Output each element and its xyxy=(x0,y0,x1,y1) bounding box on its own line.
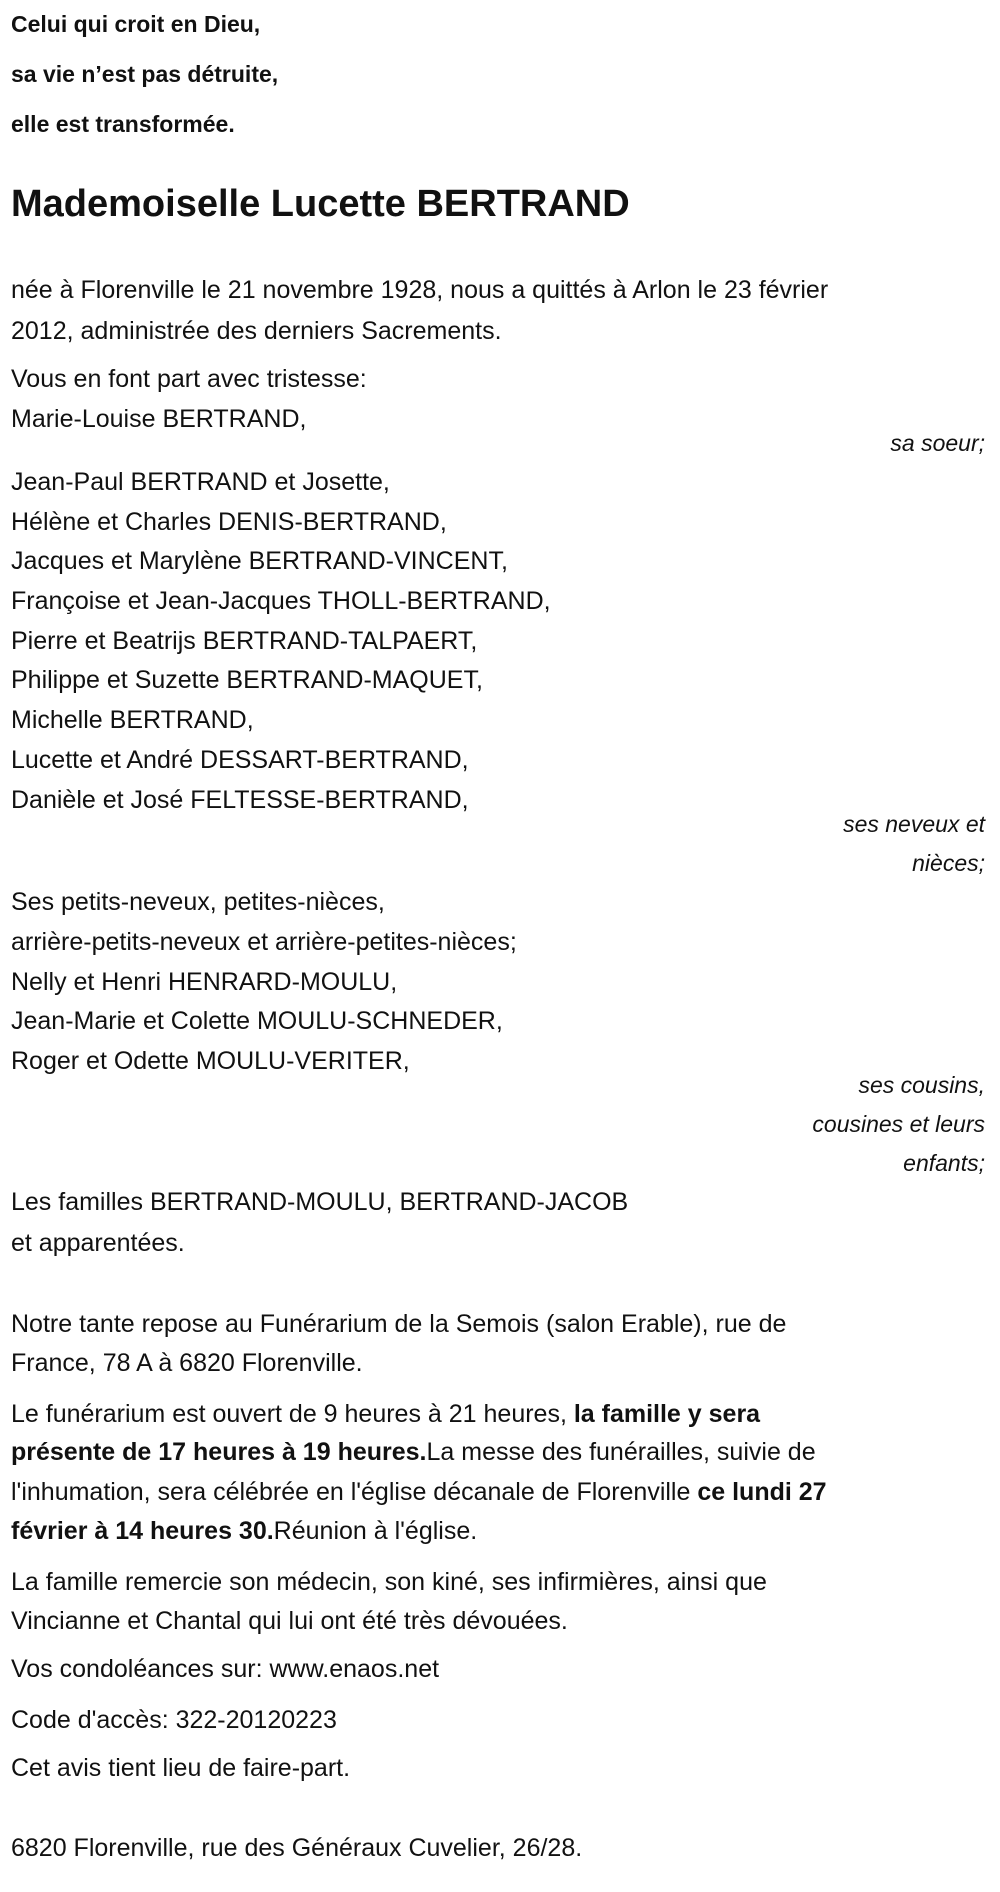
hours-bold: février à 14 heures 30. xyxy=(11,1517,274,1545)
address: 6820 Florenville, rue des Généraux Cuvelier, 26/28. xyxy=(11,1834,583,1862)
condolences: Vos condoléances sur: www.enaos.net xyxy=(11,1655,440,1683)
notice: Cet avis tient lieu de faire-part. xyxy=(11,1754,351,1782)
hours-bold: ce lundi 27 xyxy=(697,1478,827,1506)
list-item: Danièle et José FELTESSE-BERTRAND, xyxy=(11,786,469,814)
rest-line: France, 78 A à 6820 Florenville. xyxy=(11,1349,363,1377)
thanks-line: Vincianne et Chantal qui lui ont été très dévouées. xyxy=(11,1607,568,1635)
sister: Marie-Louise BERTRAND, xyxy=(11,405,307,433)
grand-line: arrière-petits-neveux et arrière-petites-nièces; xyxy=(11,928,517,956)
rest-line: Notre tante repose au Funérarium de la Semois (salon Erable), rue de xyxy=(11,1310,787,1338)
hours-text: Le funérarium est ouvert de 9 heures à 21 heures, xyxy=(11,1400,574,1428)
hours-text: l'inhumation, sera célébrée en l'église décanale de Florenville xyxy=(11,1478,698,1506)
quote-line: Celui qui croit en Dieu, xyxy=(11,11,261,37)
access-code: Code d'accès: 322-20120223 xyxy=(11,1706,337,1734)
list-item: Jean-Marie et Colette MOULU-SCHNEDER, xyxy=(11,1007,503,1035)
list-item: Roger et Odette MOULU-VERITER, xyxy=(11,1047,410,1075)
quote-line: sa vie n’est pas détruite, xyxy=(11,61,279,87)
list-item: Jean-Paul BERTRAND et Josette, xyxy=(11,468,390,496)
thanks-line: La famille remercie son médecin, son kiné, ses infirmières, ainsi que xyxy=(11,1568,767,1596)
cousins-role: ses cousins, xyxy=(858,1072,985,1098)
list-item: Hélène et Charles DENIS-BERTRAND, xyxy=(11,508,447,536)
list-item: Nelly et Henri HENRARD-MOULU, xyxy=(11,968,398,996)
list-item: Françoise et Jean-Jacques THOLL-BERTRAND, xyxy=(11,587,551,615)
hours-text: La messe des funérailles, suivie de xyxy=(426,1438,816,1466)
sister-role: sa soeur; xyxy=(890,430,985,456)
list-item: Lucette et André DESSART-BERTRAND, xyxy=(11,746,469,774)
families-line: et apparentées. xyxy=(11,1229,185,1257)
list-item: Michelle BERTRAND, xyxy=(11,706,254,734)
list-item: Philippe et Suzette BERTRAND-MAQUET, xyxy=(11,666,483,694)
nephews-role: nièces; xyxy=(912,850,985,876)
deceased-name: Mademoiselle Lucette BERTRAND xyxy=(11,183,630,225)
list-item: Jacques et Marylène BERTRAND-VINCENT, xyxy=(11,547,508,575)
list-item: Pierre et Beatrijs BERTRAND-TALPAERT, xyxy=(11,627,478,655)
grand-line: Ses petits-neveux, petites-nièces, xyxy=(11,888,385,916)
cousins-role: cousines et leurs xyxy=(812,1111,985,1137)
hours-bold: présente de 17 heures à 19 heures. xyxy=(11,1438,427,1466)
cousins-role: enfants; xyxy=(903,1150,985,1176)
intro: Vous en font part avec tristesse: xyxy=(11,365,367,393)
nephews-role: ses neveux et xyxy=(843,811,985,837)
quote-line: elle est transformée. xyxy=(11,111,235,137)
hours-bold: la famille y sera xyxy=(573,1400,761,1428)
hours-text: Réunion à l'église. xyxy=(273,1517,478,1545)
families-line: Les familles BERTRAND-MOULU, BERTRAND-JACOB xyxy=(11,1188,629,1216)
birth-line: 2012, administrée des derniers Sacrements. xyxy=(11,317,502,345)
birth-line: née à Florenville le 21 novembre 1928, nous a quittés à Arlon le 23 février xyxy=(11,276,829,304)
